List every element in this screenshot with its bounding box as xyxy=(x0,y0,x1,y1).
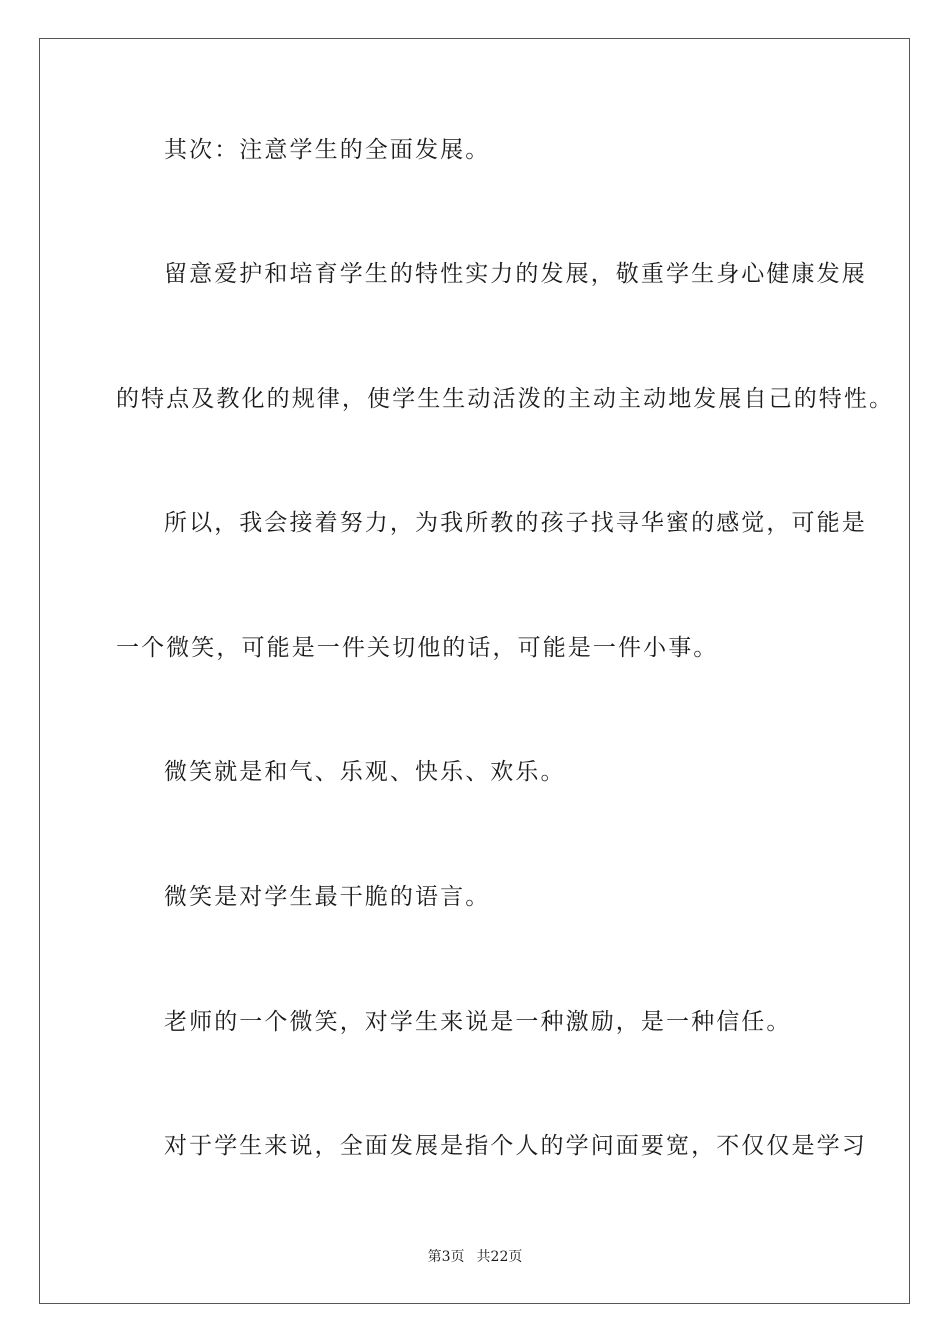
paragraph-line: 微笑就是和气、乐观、快乐、欢乐。 xyxy=(164,759,566,785)
page-number: 第3页 xyxy=(427,1249,465,1265)
total-pages: 共22页 xyxy=(476,1249,523,1265)
page-footer xyxy=(0,1248,950,1266)
page-frame xyxy=(39,38,910,1304)
paragraph-line: 一个微笑，可能是一件关切他的话，可能是一件小事。 xyxy=(116,635,719,661)
paragraph-line: 老师的一个微笑，对学生来说是一种激励，是一种信任。 xyxy=(164,1009,792,1035)
paragraph-line: 微笑是对学生最干脆的语言。 xyxy=(164,884,491,910)
paragraph-line: 的特点及教化的规律，使学生生动活泼的主动主动地发展自己的特性。 xyxy=(116,386,895,412)
paragraph-line: 所以，我会接着努力，为我所教的孩子找寻华蜜的感觉，可能是 xyxy=(164,510,867,536)
paragraph-line: 对于学生来说，全面发展是指个人的学问面要宽，不仅仅是学习 xyxy=(164,1133,867,1159)
paragraph-line: 其次：注意学生的全面发展。 xyxy=(164,137,491,163)
paragraph-line: 留意爱护和培育学生的特性实力的发展，敬重学生身心健康发展 xyxy=(164,261,867,287)
